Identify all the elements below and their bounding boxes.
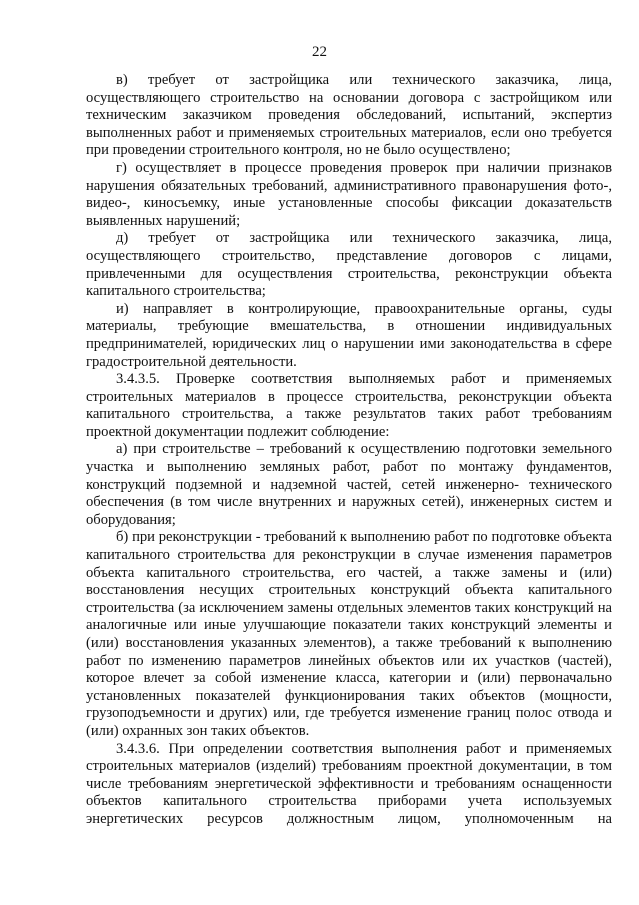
document-body (86, 72, 612, 829)
paragraph-g: г) осуществляет в процессе проведения проверок при наличии признаков нарушения обязательных требований, административного правонарушения фото-, видео-, киносъемку, иные установленные способы фиксации доказательств выявленных нарушений; (86, 159, 612, 229)
paragraph-b: б) при реконструкции - требований к выполнению работ по подготовке объекта капитального строительства для реконструкции в случае изменения параметров объекта капитального строительства, его частей, а также замены и (или) восстановления несущих строительных конструкций объекта капитального строительства (за исключением замены отдельных элементов таких конструкций на аналогичные или иные улучшающие показатели таких конструкций элементы и (или) восстановления указанных элементов), а также требований к выполнению работ по изменению параметров линейных объектов или их участков (частей), которое влечет за собой изменение класса, категории и (или) первоначально установленных показателей функционирования таких объектов (мощности, грузоподъемности и других) или, где требуется изменение границ полос отвода и (или) охранных зон таких объектов. (86, 529, 612, 739)
paragraph-3-4-3-6: 3.4.3.6. При определении соответствия выполнения работ и применяемых строительных материалов (изделий) требованиям проектной документации, в том числе требованиям энергетической эффективности и требованиям оснащенности объектов капитального строительства приборами учета используемых энергетических ресурсов должностным лицом, уполномоченным на (86, 740, 612, 827)
paragraph-i: и) направляет в контролирующие, правоохранительные органы, суды материалы, требующие вмешательства, в отношении индивидуальных предпринимателей, юридических лиц о нарушении ими законодательства в сфере градостроительной деятельности. (86, 300, 612, 370)
paragraph-v: в) требует от застройщика или технического заказчика, лица, осуществляющего строительство на основании договора с застройщиком или техническим заказчиком проведения обследований, испытаний, экспертиз выполненных работ и применяемых строительных материалов, если оно требуется при проведении строительного контроля, но не было осуществлено; (86, 72, 612, 159)
paragraph-3-4-3-5: 3.4.3.5. Проверке соответствия выполняемых работ и применяемых строительных материалов в процессе строительства, реконструкции объекта капитального строительства, а также результатов таких работ требованиям проектной документации подлежит соблюдение: (86, 371, 612, 440)
paragraph-d: д) требует от застройщика или технического заказчика, лица, осуществляющего строительство, представление договоров с лицами, привлеченными для осуществления строительства, реконструкции объекта капитального строительства; (86, 230, 612, 300)
scan-edge (0, 899, 639, 905)
page-number: 22 (312, 44, 327, 60)
paragraph-a: а) при строительстве – требований к осуществлению подготовки земельного участка и выполнению земляных работ, работ по монтажу фундаментов, конструкций подземной и надземной частей, сетей инженерно- технического обеспечения (в том числе внутренних и наружных сетей), инженерных систем и оборудования; (86, 441, 612, 528)
